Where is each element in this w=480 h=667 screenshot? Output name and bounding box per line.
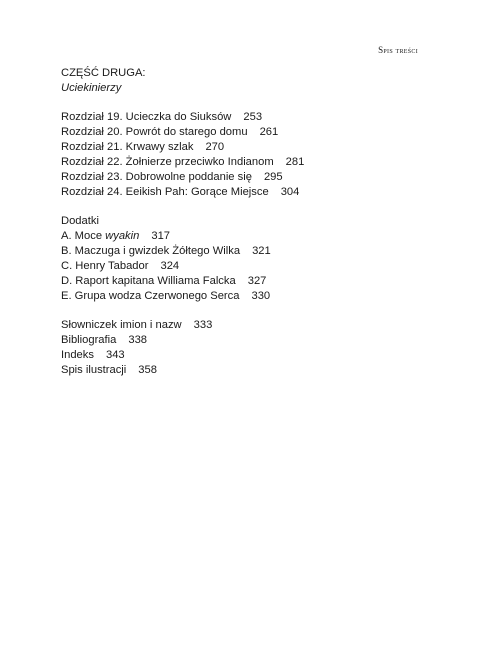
part-subtitle: Uciekinierzy [61,82,122,94]
toc-entry-page: 281 [285,156,305,168]
toc-entry-page: 253 [243,111,263,123]
toc-entry-page: 324 [160,260,180,272]
part-heading: CZĘŚĆ DRUGA: [61,67,146,79]
toc-entry-title: Rozdział 23. Dobrowolne poddanie się [61,171,252,183]
toc-entry-glossary [61,318,441,333]
toc-entry-title: Rozdział 24. Eeikish Pah: Gorące Miejsce [61,186,269,198]
toc-entry-appendix-b [61,244,441,259]
toc-entry-appendix-e [61,289,441,304]
toc-entry-title-italic: wyakin [105,230,140,242]
toc-entry-page: 343 [105,349,125,361]
toc-entry-title: C. Henry Tabador [61,260,149,272]
toc-entry-chapter-20 [61,125,441,140]
toc-entry-appendix-a [61,229,441,244]
chapter-list [61,110,441,200]
toc-entry-page: 261 [259,126,279,138]
toc-entry-page: 330 [251,290,271,302]
toc-entry-page: 295 [263,171,283,183]
toc-entry-chapter-19 [61,110,441,125]
toc-entry-index [61,348,441,363]
toc-entry-page: 304 [280,186,300,198]
toc-entry-chapter-24 [61,185,441,200]
toc-entry-title: Słowniczek imion i nazw [61,319,182,331]
toc-entry-title: A. Moce [61,230,106,242]
toc-entry-page: 338 [128,334,148,346]
toc-entry-title: Spis ilustracji [61,364,127,376]
toc-entry-title: Rozdział 19. Ucieczka do Siuksów [61,111,232,123]
backmatter-list [61,318,441,378]
toc-entry-appendix-d [61,274,441,289]
toc-entry-page: 327 [247,275,267,287]
toc-entry-chapter-22 [61,155,441,170]
table-of-contents [61,66,441,378]
toc-entry-illustrations [61,363,441,378]
toc-entry-title: Rozdział 21. Krwawy szlak [61,141,194,153]
toc-entry-page: 270 [205,141,225,153]
toc-entry-chapter-21 [61,140,441,155]
toc-entry-bibliography [61,333,441,348]
appendix-section-title: Dodatki [61,215,99,227]
toc-entry-chapter-23 [61,170,441,185]
toc-entry-appendix-c [61,259,441,274]
appendix-list [61,214,441,304]
toc-entry-page: 321 [252,245,271,257]
toc-entry-title: Rozdział 20. Powrót do starego domu [61,126,248,138]
toc-entry-page: 358 [138,364,157,376]
toc-entry-page: 317 [151,230,171,242]
toc-entry-title: E. Grupa wodza Czerwonego Serca [61,290,240,302]
toc-entry-title: B. Maczuga i gwizdek Żółtego Wilka [61,245,241,257]
toc-entry-title: Bibliografia [61,334,117,346]
toc-entry-title: Indeks [61,349,94,361]
toc-entry-page: 333 [193,319,213,331]
toc-entry-title: Rozdział 22. Żołnierze przeciwko Indianom [61,156,274,168]
running-header: Spis treści [378,45,418,55]
toc-entry-title: D. Raport kapitana Williama Falcka [61,275,236,287]
